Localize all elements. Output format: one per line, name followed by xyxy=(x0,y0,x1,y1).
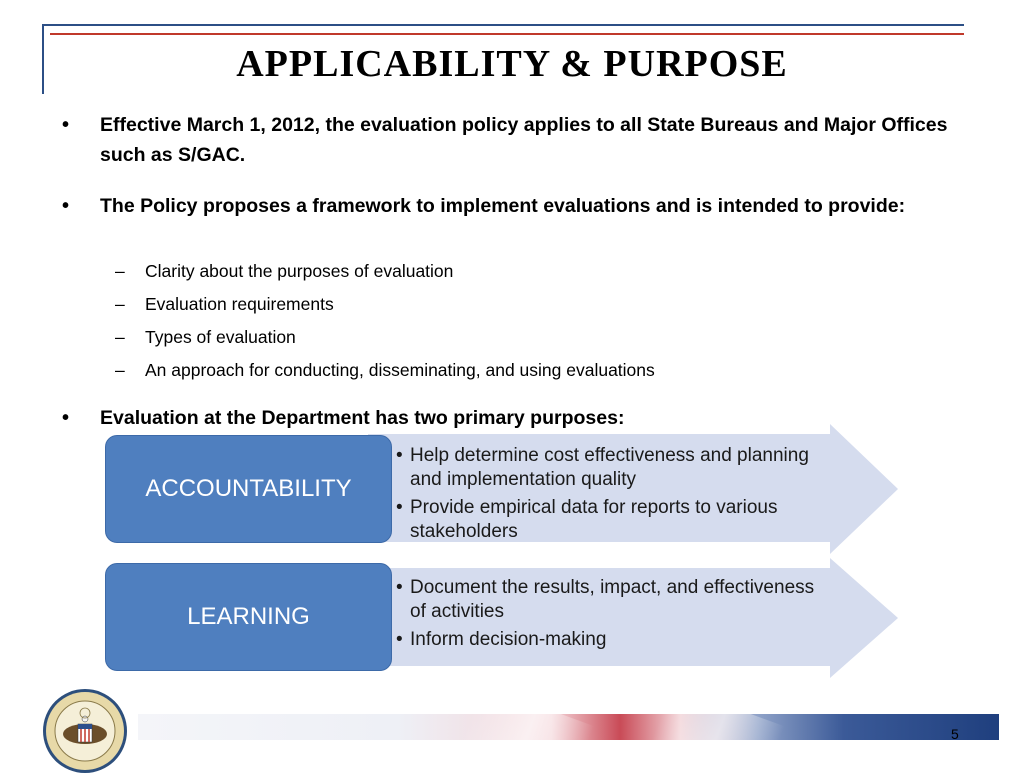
sub-list-item xyxy=(115,292,334,316)
sub-list-item xyxy=(115,325,296,349)
learning-point: • Inform decision-making xyxy=(396,628,826,652)
bullet-icon: • xyxy=(62,114,70,136)
learning-points xyxy=(396,576,826,652)
dash-icon: – xyxy=(115,294,125,314)
bullet-text: The Policy proposes a framework to implement evaluations and is intended to provide: xyxy=(100,195,906,217)
sub-item-text: An approach for conducting, disseminating, and using evaluations xyxy=(145,360,655,380)
dash-icon: – xyxy=(115,261,125,281)
dash-icon: – xyxy=(115,327,125,347)
bullet-icon: • xyxy=(62,195,70,217)
accountability-point: • Help determine cost effectiveness and planning and implementation quality xyxy=(396,444,826,492)
sub-list-item xyxy=(115,259,454,283)
bullet-icon: • xyxy=(62,407,70,429)
accountability-box xyxy=(105,435,392,543)
accountability-points xyxy=(396,444,826,544)
learning-box xyxy=(105,563,392,671)
accountability-label: ACCOUNTABILITY xyxy=(145,475,352,502)
learning-point: • Document the results, impact, and effectiveness of activities xyxy=(396,576,826,624)
bullet-item xyxy=(62,191,950,221)
learning-label: LEARNING xyxy=(187,603,310,630)
sub-list-item xyxy=(115,358,655,382)
flag-footer-band xyxy=(138,714,999,740)
bullet-item xyxy=(62,110,950,170)
bullet-text: Effective March 1, 2012, the evaluation policy applies to all State Bureaus and Major Offices such as S/GAC. xyxy=(100,114,948,166)
department-of-state-seal xyxy=(42,688,128,774)
header-frame-top-line xyxy=(42,24,964,26)
sub-item-text: Evaluation requirements xyxy=(145,294,334,314)
bullet-text: Evaluation at the Department has two primary purposes: xyxy=(100,407,625,429)
header-frame-red-line xyxy=(50,33,964,35)
slide-title: APPLICABILITY & PURPOSE xyxy=(236,43,788,85)
page-number: 5 xyxy=(951,726,959,742)
accountability-point: • Provide empirical data for reports to various stakeholders xyxy=(396,496,826,544)
sub-item-text: Types of evaluation xyxy=(145,327,296,347)
band-highlight xyxy=(651,714,784,740)
sub-item-text: Clarity about the purposes of evaluation xyxy=(145,261,454,281)
band-highlight xyxy=(461,714,594,740)
dash-icon: – xyxy=(115,360,125,380)
